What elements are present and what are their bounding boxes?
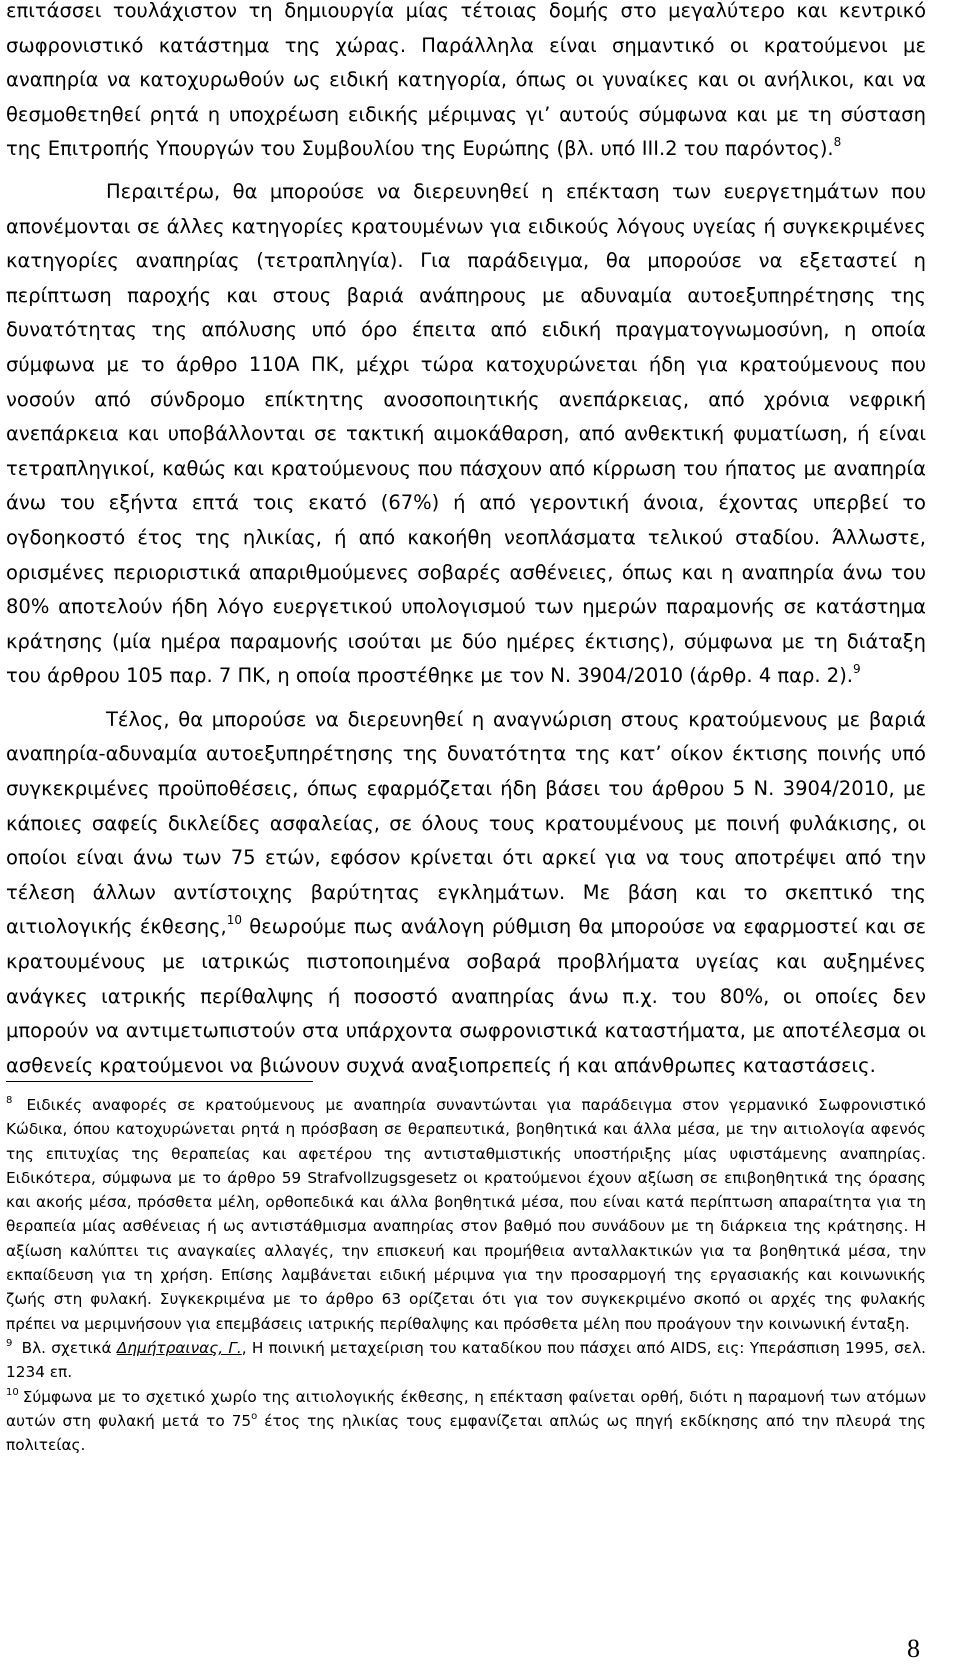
- footnotes: [6, 1093, 926, 1457]
- footnote-9: [6, 1336, 926, 1385]
- paragraph-3-text-before: Τέλος, θα μπορούσε να διερευνηθεί η αναγνώριση στους κρατούμενους με βαριά αναπηρία-αδυναμία αυτοεξυπηρέτησης της δυνατότητα της κατ’ οίκον έκτισης ποινής υπό συγκεκριμένες προϋποθέσεις, όπως εφαρμόζεται ήδη βάσει του άρθρου 5 Ν. 3904/2010, με κάποιες σαφείς δικλείδες ασφαλείας, σε όλους τους κρατουμένους με ποινή φυλάκισης, οι οποίοι είναι άνω των 75 ετών, εφόσον κρίνεται ότι αρκεί για να τους αποτρέψει από την τέλεση άλλων αντίστοιχης βαρύτητας εγκλημάτων. Με βάση και το σκεπτικό της αιτιολογικής έκθεσης,: [6, 707, 926, 939]
- paragraph-2: [6, 175, 926, 694]
- footnote-text: Ειδικές αναφορές σε κρατούμενους με αναπηρία συναντώνται για παράδειγμα στον γερμανικό Σωφρονιστικό Κώδικα, όπου κατοχυρώνεται ρητά η πρόσβαση σε θεραπευτικά, βοηθητικά και άλλα μέσα, με την αιτιολογία αφενός της επιτυχίας της θεραπείας και αφετέρου της αντισταθμιστικής υποστήριξης μίας υφιστάμενης αναπηρίας. Ειδικότερα, σύμφωνα με το άρθρο 59 Strafvollzugsgesetz οι κρατούμενοι έχουν αξίωση σε επιβοηθητικά της όρασης και ακοής μέσα, πρόσθετα μέλη, ορθοπεδικά και άλλα βοηθητικά μέσα, που είναι κατά περίπτωση απαραίτητα για τη θεραπεία μίας ασθένειας ή ως αντιστάθμισμα αναπηρίας στον βαθμό που συνάδουν με τη διάρκεια της κράτησης. Η αξίωση καλύπτει τις αναγκαίες αλλαγές, την επισκευή και προμήθεια ανταλλακτικών για τα βοηθητικά μέσα, την εκπαίδευση για τη χρήση. Επίσης λαμβάνεται ειδική μέριμνα για την προσαρμογή της εργασιακής και κοινωνικής ζωής στη φυλακή. Συγκεκριμένα με το άρθρο 63 ορίζεται ότι για τον συγκεκριμένο σκοπό οι αρχές της φυλακής πρέπει να μεριμνήσουν για επεμβάσεις ιατρικής περίθαλψης και πρόσθετα μέλη που προάγουν την κοινωνική ένταξη.: [6, 1096, 926, 1333]
- footnote-author: Δημήτραινας, Γ.: [116, 1338, 242, 1357]
- paragraph-2-text: Περαιτέρω, θα μπορούσε να διερευνηθεί η επέκταση των ευεργετημάτων που απονέμονται σε άλλες κατηγορίες κρατουμένων για ειδικούς λόγους υγείας ή συγκεκριμένες κατηγορίες αναπηρίας (τετραπληγία). Για παράδειγμα, θα μπορούσε να εξεταστεί η περίπτωση παροχής και στους βαριά ανάπηρους με αδυναμία αυτοεξυπηρέτησης της δυνατότητας της απόλυσης υπό όρο έπειτα από ειδική πραγματογνωμοσύνη, η οποία σύμφωνα με το άρθρο 110Α ΠΚ, μέχρι τώρα κατοχυρώνεται ήδη για κρατούμενους που νοσούν από σύνδρομο επίκτητης ανοσοποιητικής ανεπάρκειας, από χρόνια νεφρική ανεπάρκεια και υποβάλλονται σε τακτική αιμοκάθαρση, από ανθεκτική φυματίωση, ή είναι τετραπληγικοί, καθώς και κρατούμενους που πάσχουν από κίρρωση του ήπατος με αναπηρία άνω του εξήντα επτά τοις εκατό (67%) ή από γεροντική άνοια, έχοντας υπερβεί το ογδοηκοστό έτος της ηλικίας, ή από κακοήθη νεοπλάσματα τελικού σταδίου. Άλλωστε, ορισμένες περιοριστικά απαριθμούμενες σοβαρές ασθένειες, όπως και η αναπηρία άνω του 80% αποτελούν ήδη λόγο ευεργετικού υπολογισμού των ημερών παραμονής σε κατάστημα κράτησης (μία ημέρα παραμονής ισούται με δύο ημέρες έκτισης), σύμφωνα με τη διάταξη του άρθρου 105 παρ. 7 ΠΚ, η οποία προστέθηκε με τον Ν. 3904/2010 (άρθρ. 4 παρ. 2).: [6, 179, 926, 688]
- footnote-text-after: έτος της ηλικίας τους εμφανίζεται απλώς ως πηγή εκδίκησης από την πλευρά της πολιτείας.: [6, 1411, 926, 1455]
- paragraph-3-text-after: θεωρούμε πως ανάλογη ρύθμιση θα μπορούσε να εφαρμοστεί και σε κρατουμένους με ιατρικώς πιστοποιημένα σοβαρά προβλήματα υγείας και αυξημένες ανάγκες ιατρικής περίθαλψης ή ποσοστό αναπηρίας άνω π.χ. του 80%, οι οποίες δεν μπορούν να αντιμετωπιστούν στα υπάρχοντα σωφρονιστικά καταστήματα, με αποτέλεσμα οι ασθενείς κρατούμενοι να βιώνουν συχνά αναξιοπρεπείς ή και απάνθρωπες καταστάσεις.: [6, 915, 926, 1077]
- page-number: 8: [907, 1634, 920, 1663]
- footnote-10: [6, 1385, 926, 1458]
- footnote-text-before: Βλ. σχετικά: [21, 1338, 117, 1357]
- paragraph-3: [6, 703, 926, 1084]
- footnote-ordinal: ο: [251, 1410, 258, 1422]
- paragraph-1: [6, 0, 926, 167]
- body-text: [6, 0, 926, 1083]
- footnote-ref-8[interactable]: 8: [833, 135, 842, 150]
- footnote-text-after: , Η ποινική μεταχείριση του καταδίκου που πάσχει από AIDS, εις: Υπεράσπιση 1995, σελ. 1234 επ.: [6, 1338, 926, 1382]
- footnote-number: 9: [6, 1337, 13, 1349]
- footnote-text-before: Σύμφωνα με το σχετικό χωρίο της αιτιολογικής έκθεσης, η επέκταση φαίνεται ορθή, διότι η παραμονή των ατόμων αυτών στη φυλακή μετά το 75: [6, 1387, 926, 1430]
- footnote-ref-10[interactable]: 10: [226, 913, 243, 928]
- footnote-ref-9[interactable]: 9: [853, 662, 861, 677]
- paragraph-1-text: επιτάσσει τουλάχιστον τη δημιουργία μίας τέτοιας δομής στο μεγαλύτερο και κεντρικό σωφρονιστικό κατάστημα της χώρας. Παράλληλα είναι σημαντικό οι κρατούμενοι με αναπηρία να κατοχυρωθούν ως ειδική κατηγορία, όπως οι γυναίκες και οι ανήλικοι, και να θεσμοθετηθεί ρητά η υποχρέωση ειδικής μέριμνας γι’ αυτούς σύμφωνα και με τη σύσταση της Επιτροπής Υπουργών του Συμβουλίου της Ευρώπης (βλ. υπό ΙΙΙ.2 του παρόντος).: [6, 0, 926, 161]
- footnote-separator: [6, 1081, 313, 1082]
- footnote-number: 8: [6, 1095, 13, 1106]
- footnote-8: [6, 1093, 926, 1336]
- footnote-number: 10: [6, 1386, 19, 1398]
